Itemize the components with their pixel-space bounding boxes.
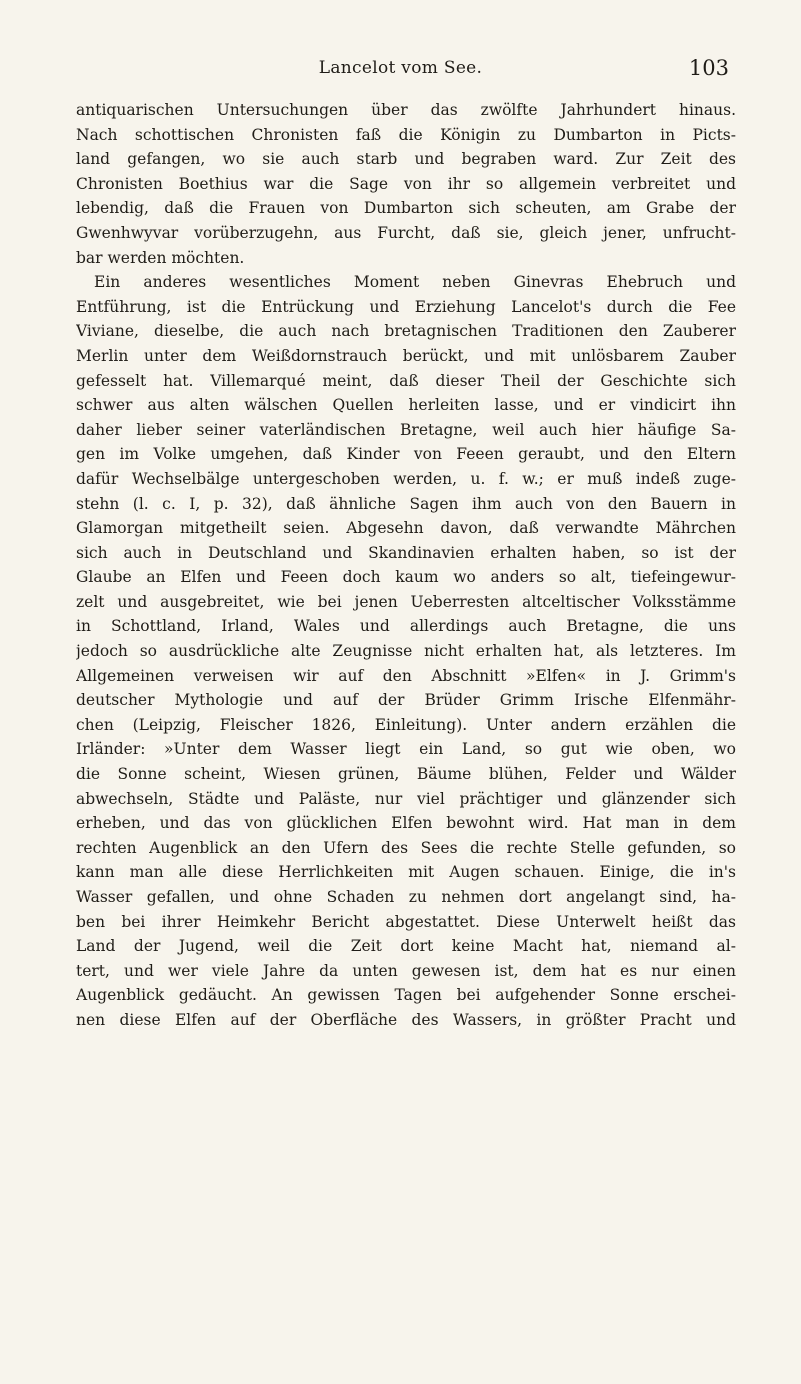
- text-line: Entführung, ist die Entrückung und Erziehung Lancelot's durch die Fee: [76, 297, 736, 316]
- text-line: stehn (l. c. I, p. 32), daß ähnliche Sagen ihm auch von den Bauern in: [76, 494, 736, 513]
- text-line: Augenblick gedäucht. An gewissen Tagen bei aufgehender Sonne erschei-: [76, 986, 736, 1005]
- text-line: gefesselt hat. Villemarqué meint, daß dieser Theil der Geschichte sich: [76, 371, 736, 390]
- text-line: abwechseln, Städte und Paläste, nur viel prächtiger und glänzender sich: [76, 789, 736, 808]
- text-line: chen (Leipzig, Fleischer 1826, Einleitung). Unter andern erzählen die: [76, 715, 736, 734]
- text-line: lebendig, daß die Frauen von Dumbarton sich scheuten, am Grabe der: [76, 199, 736, 218]
- text-line: in Schottland, Irland, Wales und allerdings auch Bretagne, die uns: [76, 617, 736, 636]
- text-line: Gwenhwyvar vorüberzugehn, aus Furcht, daß sie, gleich jener, unfrucht-: [76, 223, 736, 242]
- text-line: Merlin unter dem Weißdornstrauch berückt, und mit unlösbarem Zauber: [76, 346, 736, 365]
- text-line: deutscher Mythologie und auf der Brüder Grimm Irische Elfenmähr-: [76, 691, 736, 710]
- text-line: Ein anderes wesentliches Moment neben Ginevras Ehebruch und: [94, 273, 736, 292]
- text-line: Allgemeinen verweisen wir auf den Abschnitt »Elfen« in J. Grimm's: [76, 666, 736, 685]
- text-line: zelt und ausgebreitet, wie bei jenen Ueberresten altceltischer Volksstämme: [76, 592, 736, 611]
- text-line: die Sonne scheint, Wiesen grünen, Bäume blühen, Felder und Wälder: [76, 765, 736, 784]
- text-line: antiquarischen Untersuchungen über das zwölfte Jahrhundert hinaus.: [76, 101, 736, 119]
- text-line: gen im Volke umgehen, daß Kinder von Feeen geraubt, und den Eltern: [76, 445, 736, 464]
- text-line: ben bei ihrer Heimkehr Bericht abgestattet. Diese Unterwelt heißt das: [76, 912, 736, 931]
- page-number: 103: [688, 56, 729, 80]
- text-line: tert, und wer viele Jahre da unten gewesen ist, dem hat es nur einen: [76, 961, 736, 980]
- text-line: daher lieber seiner vaterländischen Bretagne, weil auch hier häufige Sa-: [76, 420, 736, 439]
- running-title: Lancelot vom See.: [318, 58, 483, 78]
- body-text: [76, 98, 736, 1033]
- text-line: rechten Augenblick an den Ufern des Sees die rechte Stelle gefunden, so: [76, 838, 736, 857]
- text-line: Wasser gefallen, und ohne Schaden zu nehmen dort angelangt sind, ha-: [76, 888, 736, 906]
- text-line: Chronisten Boethius war die Sage von ihr so allgemein verbreitet und: [76, 174, 736, 193]
- text-line: Nach schottischen Chronisten faß die Königin zu Dumbarton in Picts-: [76, 125, 736, 144]
- running-head: [0, 58, 801, 88]
- text-line: schwer aus alten wälschen Quellen herleiten lasse, und er vindicirt ihn: [76, 396, 736, 415]
- text-line: Viviane, dieselbe, die auch nach bretagnischen Traditionen den Zauberer: [76, 322, 736, 341]
- text-line: land gefangen, wo sie auch starb und begraben ward. Zur Zeit des: [76, 150, 736, 169]
- text-line: Glamorgan mitgetheilt seien. Abgesehn davon, daß verwandte Mährchen: [76, 519, 736, 538]
- text-line: Glaube an Elfen und Feeen doch kaum wo anders so alt, tiefeingewur-: [76, 568, 736, 587]
- text-line: bar werden möchten.: [76, 248, 245, 267]
- text-line: jedoch so ausdrückliche alte Zeugnisse nicht erhalten hat, als letzteres. Im: [76, 642, 736, 661]
- text-line: sich auch in Deutschland und Skandinavien erhalten haben, so ist der: [76, 543, 736, 562]
- text-line: kann man alle diese Herrlichkeiten mit Augen schauen. Einige, die in's: [76, 863, 736, 882]
- text-line: Land der Jugend, weil die Zeit dort keine Macht hat, niemand al-: [76, 937, 736, 956]
- text-line: dafür Wechselbälge untergeschoben werden, u. f. w.; er muß indeß zuge-: [76, 469, 736, 488]
- text-line: nen diese Elfen auf der Oberfläche des Wassers, in größter Pracht und: [76, 1010, 736, 1029]
- text-line: Irländer: »Unter dem Wasser liegt ein Land, so gut wie oben, wo: [76, 740, 736, 759]
- text-line: erheben, und das von glücklichen Elfen bewohnt wird. Hat man in dem: [76, 814, 736, 833]
